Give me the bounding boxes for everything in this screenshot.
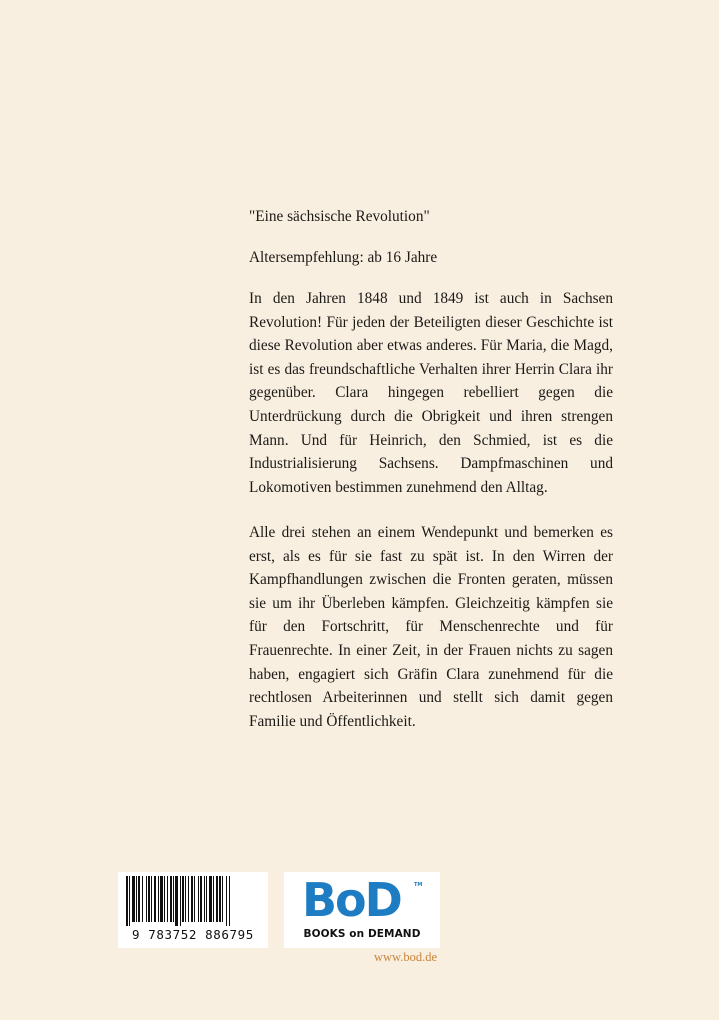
barcode-bar <box>126 876 128 926</box>
barcode-bar <box>175 876 178 926</box>
barcode-bar <box>142 876 143 922</box>
book-title: "Eine sächsische Revolution" <box>249 208 430 225</box>
barcode-bar <box>182 876 184 922</box>
barcode-bar <box>167 876 168 922</box>
age-recommendation: Altersempfehlung: ab 16 Jahre <box>249 249 438 266</box>
barcode-bars <box>124 876 262 926</box>
barcode-bar <box>216 876 218 922</box>
isbn-digits: 9 783752 886795 <box>132 927 254 942</box>
barcode-bar <box>146 876 147 922</box>
barcode-bar <box>173 876 174 922</box>
publisher-url[interactable]: www.bod.de <box>374 950 438 964</box>
barcode-bar <box>148 876 150 922</box>
barcode-bar <box>191 876 193 922</box>
barcode-bar <box>200 876 202 922</box>
barcode-bar <box>132 876 135 922</box>
isbn-barcode <box>118 872 268 948</box>
barcode-bar <box>229 876 230 926</box>
trademark-mark: TM <box>414 882 423 888</box>
barcode-bar <box>151 876 152 922</box>
barcode-bar <box>136 876 137 922</box>
barcode-bar <box>158 876 159 922</box>
barcode-bar <box>198 876 199 922</box>
barcode-bar <box>138 876 140 922</box>
publisher-logo <box>284 872 440 948</box>
barcode-bar <box>206 876 207 922</box>
publisher-tagline: BOOKS on DEMAND <box>303 928 421 940</box>
barcode-bar <box>188 876 189 922</box>
barcode-bar <box>226 876 227 926</box>
barcode-bar <box>164 876 165 922</box>
barcode-bar <box>160 876 163 922</box>
barcode-bar <box>209 876 212 922</box>
barcode-bar <box>129 876 130 926</box>
barcode-bar <box>213 876 214 922</box>
barcode-bar <box>180 876 181 926</box>
barcode-bar <box>194 876 195 922</box>
barcode-bar <box>222 876 223 922</box>
barcode-bar <box>154 876 156 922</box>
barcode-bar <box>219 876 221 922</box>
barcode-bar <box>185 876 186 922</box>
barcode-bar <box>170 876 172 922</box>
blurb-paragraph-2: Alle drei stehen an einem Wendepunkt und bemerken es erst, als es für sie fast zu spät ist. In den Wirren der Kampfhandlungen zwischen die Fronten geraten, müssen sie um ihr Überleben kämpfen. Gleichzeitig kämpfen sie für den Fortschritt, für Menschenrechte und für Frauenrechte. In einer Zeit, in der Frauen nichts zu sagen haben, engagiert sich Gräfin Clara zunehmend für die rechtlosen Arbeiterinnen und stellt sich damit gegen Familie und Öffentlichkeit. <box>249 524 613 730</box>
bod-logo-text: BoD <box>302 873 401 927</box>
blurb-paragraph-1: In den Jahren 1848 und 1849 ist auch in Sachsen Revolution! Für jeden der Beteiligten dieser Geschichte ist diese Revolution aber etwas anderes. Für Maria, die Magd, ist es das freundschaftliche Verhalten ihrer Herrin Clara ihr gegenüber. Clara hingegen rebelliert gegen die Unterdrückung durch die Obrigkeit und ihren strengen Mann. Und für Heinrich, den Schmied, ist es die Industrialisierung Sachsens. Dampfmaschinen und Lokomotiven bestimmen zunehmend den Alltag. <box>249 290 613 496</box>
barcode-bar <box>204 876 205 922</box>
